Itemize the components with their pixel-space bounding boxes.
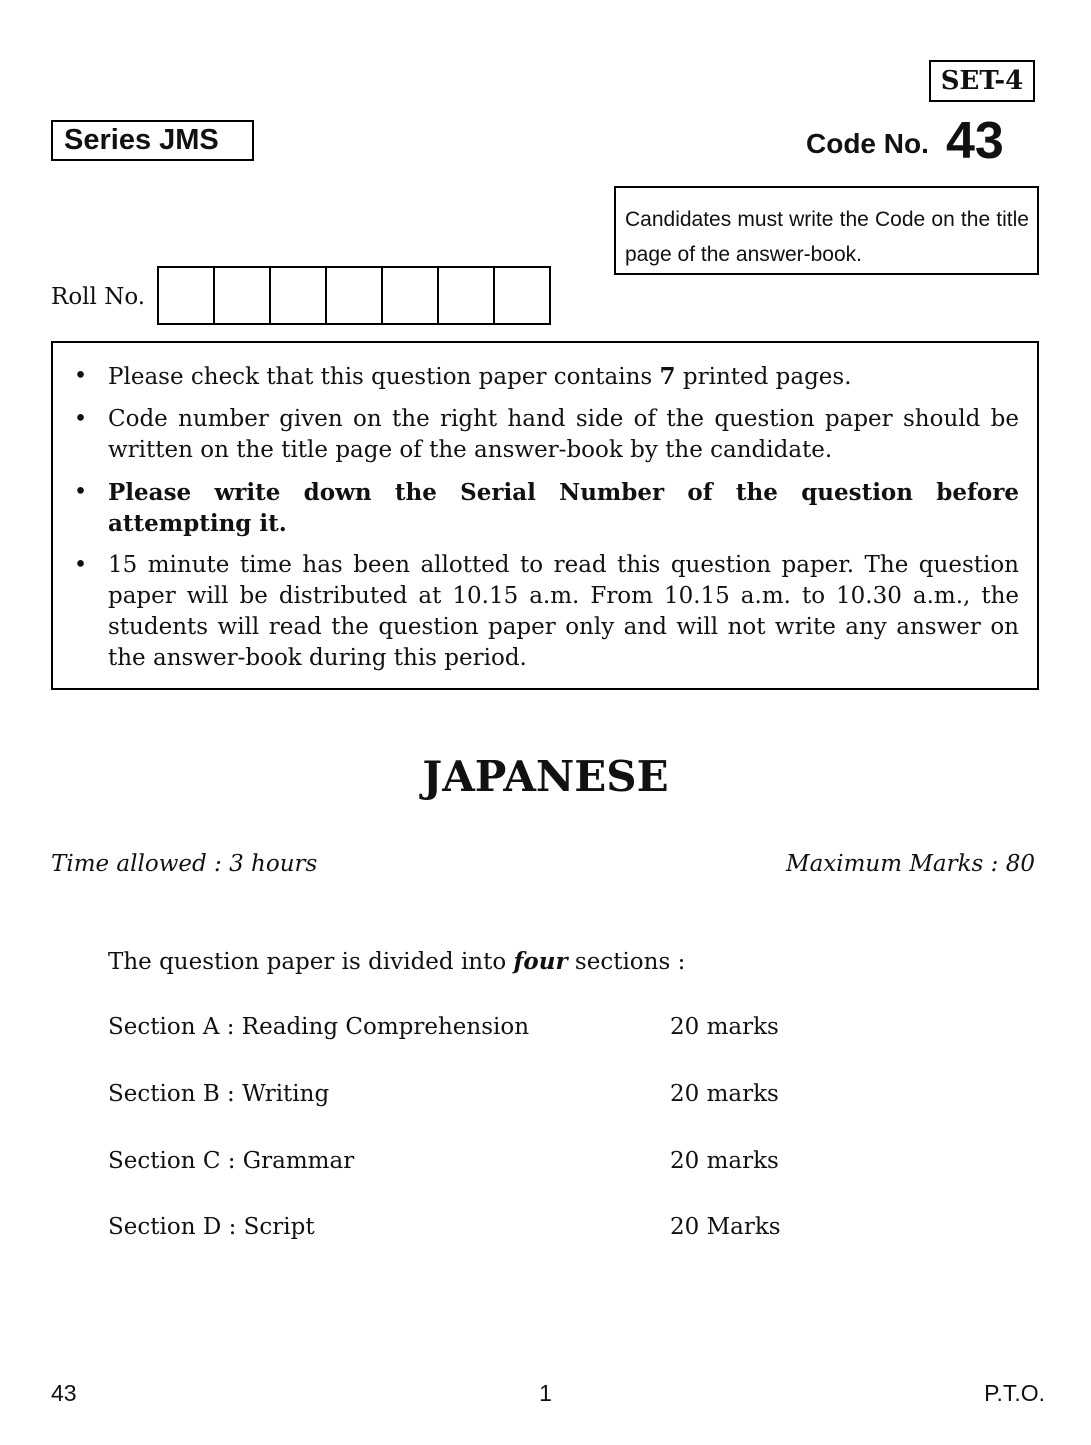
roll-number-box[interactable] bbox=[269, 268, 325, 323]
instruction-item: • Please write down the Serial Number of the question before attempting it. bbox=[53, 477, 1019, 539]
instruction-item: • Code number given on the right hand side of the question paper should be written on the title page of the answer-book by the candidate. bbox=[53, 404, 1019, 466]
code-label: Code No. bbox=[806, 128, 929, 159]
bullet-icon: • bbox=[73, 479, 88, 505]
section-label: Section D : Script bbox=[108, 1214, 315, 1240]
instruction-item: • Please check that this question paper contains 7 printed pages. bbox=[53, 361, 1019, 393]
roll-number-box[interactable] bbox=[325, 268, 381, 323]
bullet-icon: • bbox=[73, 406, 88, 432]
section-label: Section A : Reading Comprehension bbox=[108, 1014, 530, 1040]
set-number-badge: SET-4 bbox=[929, 60, 1035, 102]
section-marks: 20 marks bbox=[670, 1148, 779, 1174]
series-label: Series JMS bbox=[51, 120, 254, 161]
roll-number-box[interactable] bbox=[213, 268, 269, 323]
section-marks: 20 marks bbox=[670, 1081, 779, 1107]
bullet-icon: • bbox=[73, 552, 88, 578]
page-number: 1 bbox=[539, 1380, 552, 1406]
maximum-marks: Maximum Marks : 80 bbox=[786, 851, 1035, 877]
section-label: Section C : Grammar bbox=[108, 1148, 355, 1174]
pto-label: P.T.O. bbox=[984, 1380, 1045, 1406]
section-label: Section B : Writing bbox=[108, 1081, 330, 1107]
section-marks: 20 marks bbox=[670, 1014, 779, 1040]
roll-number-box[interactable] bbox=[493, 268, 549, 323]
instructions-box bbox=[51, 341, 1039, 690]
roll-number-box[interactable] bbox=[381, 268, 437, 323]
subject-title: JAPANESE bbox=[422, 752, 669, 801]
sections-intro: The question paper is divided into four sections : bbox=[108, 948, 686, 975]
roll-number-label: Roll No. bbox=[51, 284, 146, 310]
time-allowed: Time allowed : 3 hours bbox=[51, 851, 318, 877]
code-number: 43 bbox=[946, 112, 1004, 170]
roll-number-boxes[interactable] bbox=[157, 266, 551, 325]
roll-number-box[interactable] bbox=[437, 268, 493, 323]
roll-number-box[interactable] bbox=[159, 268, 213, 323]
section-marks: 20 Marks bbox=[670, 1214, 781, 1240]
bullet-icon: • bbox=[73, 363, 88, 389]
code-note: Candidates must write the Code on the title page of the answer-book. bbox=[614, 186, 1039, 275]
instruction-item: • 15 minute time has been allotted to read this question paper. The question paper will be distributed at 10.15 a.m. From 10.15 a.m. to 10.30 a.m., the students will read the question paper only and will not write any answer on the answer-book during this period. bbox=[53, 550, 1019, 674]
footer-code: 43 bbox=[51, 1380, 77, 1406]
